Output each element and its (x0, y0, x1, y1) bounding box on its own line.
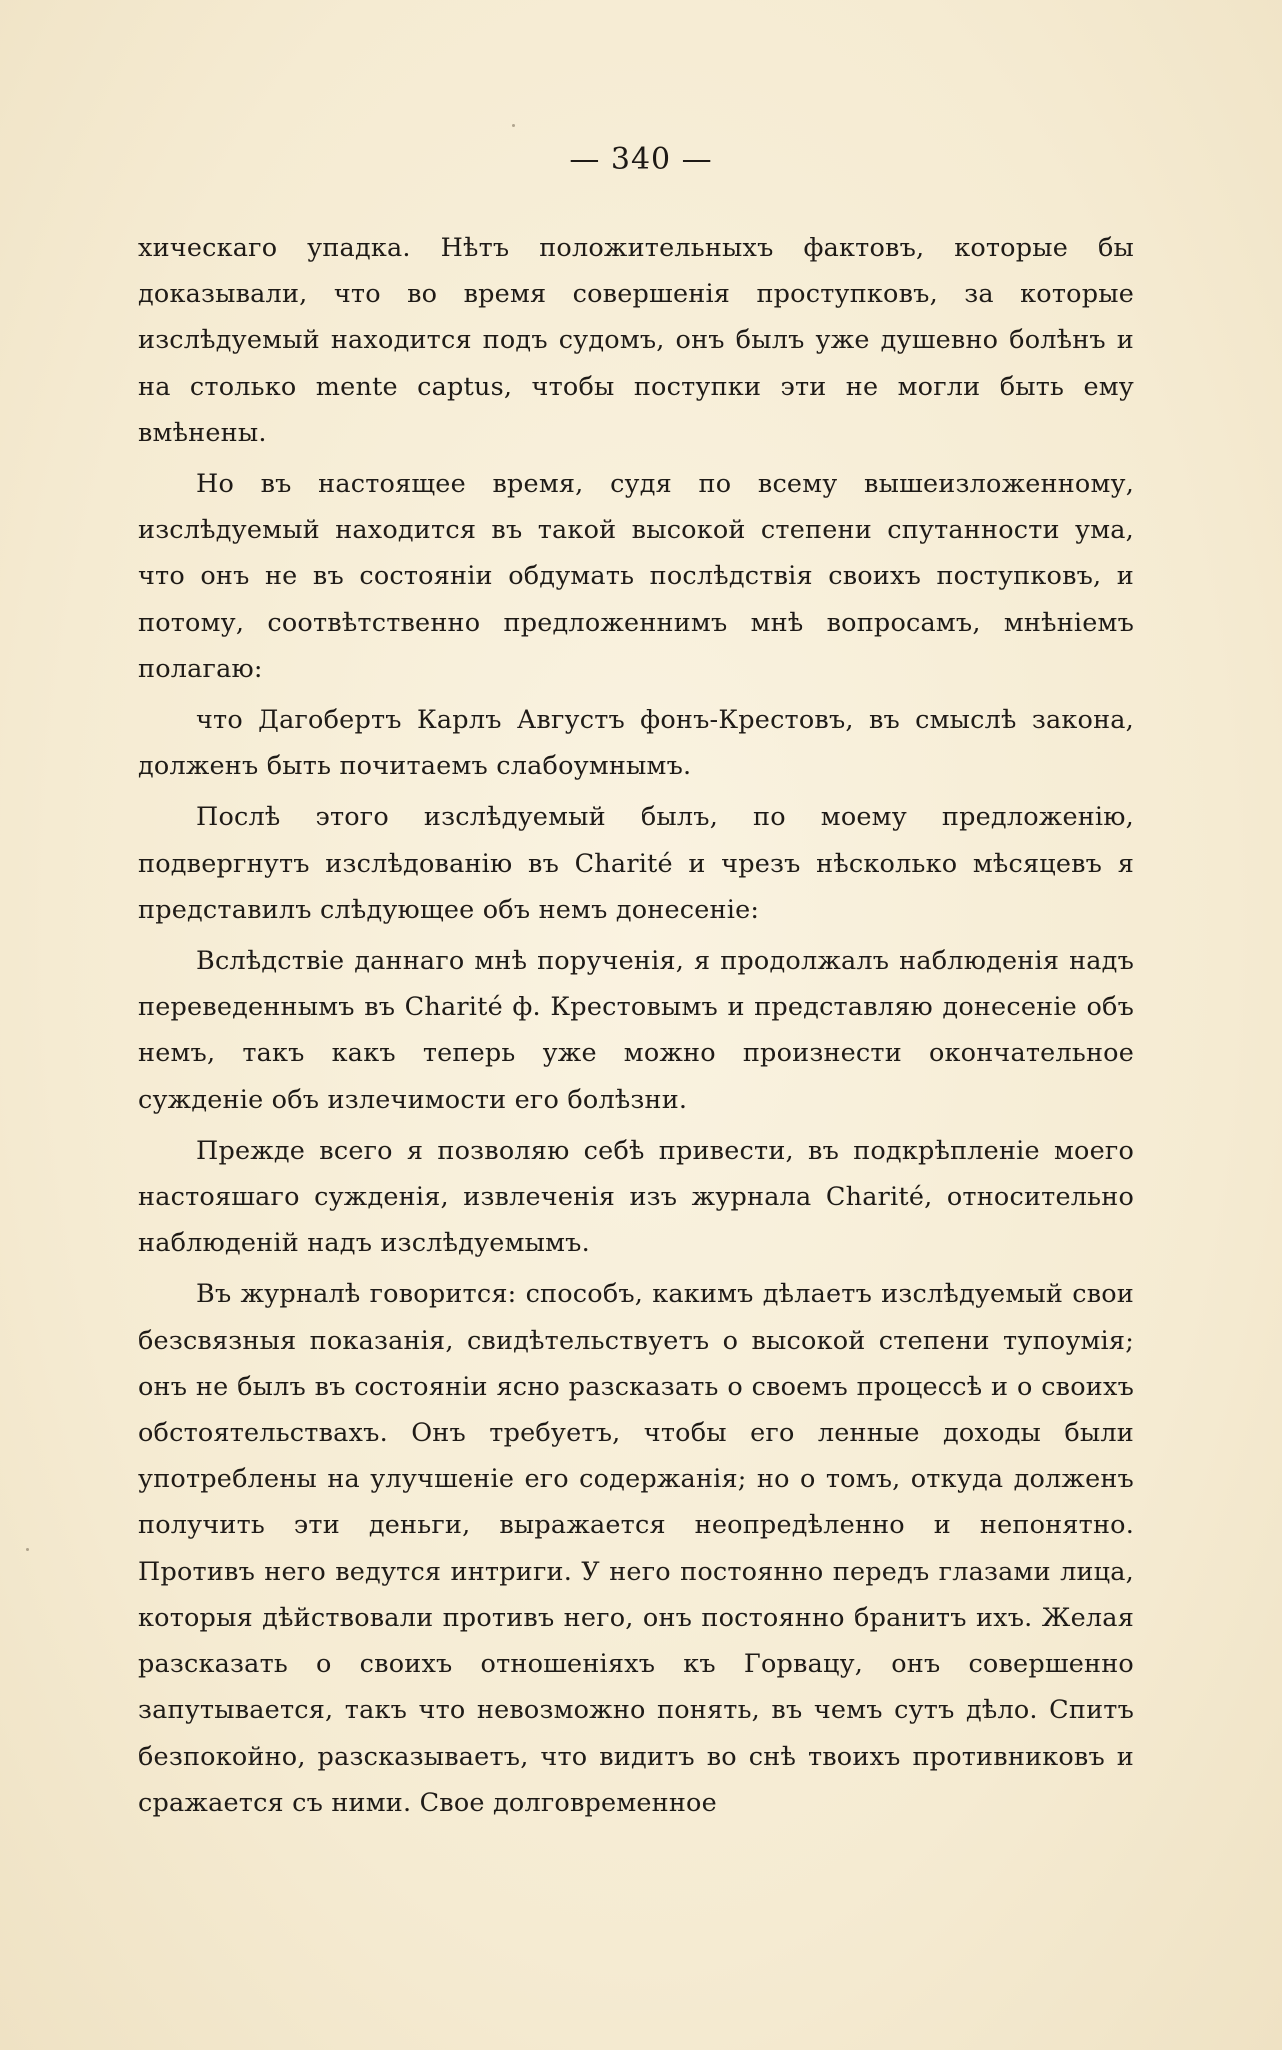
page-number: — 340 — (569, 142, 713, 177)
paper-speck (26, 1548, 29, 1551)
paragraph: Въ журналѣ говорится: способъ, какимъ дѣлаетъ изслѣдуемый свои безсвязныя показанія, свидѣтельствуетъ о высокой степени тупоумія; онъ не былъ въ состояніи ясно разсказать о своемъ процессѣ и о своихъ обстоятельствахъ. Онъ требуетъ, чтобы его ленные доходы были употреблены на улучшеніе его содержанія; но о томъ, откуда долженъ получить эти деньги, выражается неопредѣленно и непонятно. Противъ него ведутся интриги. У него постоянно передъ глазами лица, которыя дѣйствовали противъ него, онъ постоянно бранитъ ихъ. Желая разсказать о своихъ отношеніяхъ къ Горвацу, онъ совершенно запутывается, такъ что невозможно понять, въ чемъ сутъ дѣло. Спитъ безпокойно, разсказываетъ, что видитъ во снѣ твоихъ противниковъ и сражается съ ними. Свое долговременное (138, 1279, 1134, 1818)
body-text (138, 225, 1134, 1826)
paragraph: Прежде всего я позволяю себѣ привести, въ подкрѣпленіе моего настояшаго сужденія, извлеченія изъ журнала Charité, относительно наблюденій надъ изслѣдуемымъ. (138, 1135, 1134, 1259)
paper-speck (512, 124, 515, 127)
paragraph: что Дагобертъ Карлъ Августъ фонъ-Крестовъ, въ смыслѣ закона, долженъ быть почитаемъ слабоумнымъ. (138, 705, 1134, 782)
paragraph: хическаго упадка. Нѣтъ положительныхъ фактовъ, которые бы доказывали, что во время совершенія проступковъ, за которые изслѣдуемый находится подъ судомъ, онъ былъ уже душевно болѣнъ и на столько mente captus, чтобы поступки эти не могли быть ему вмѣнены. (138, 233, 1134, 448)
paragraph: Вслѣдствіе даннаго мнѣ порученія, я продолжалъ наблюденія надъ переведеннымъ въ Charité ф. Крестовымъ и представляю донесеніе объ немъ, такъ какъ теперь уже можно произнести окончательное сужденіе объ излечимости его болѣзни. (138, 946, 1134, 1115)
paragraph: Послѣ этого изслѣдуемый былъ, по моему предложенію, подвергнутъ изслѣдованію въ Charité и чрезъ нѣсколько мѣсяцевъ я представилъ слѣдующее объ немъ донесеніе: (138, 802, 1134, 925)
paragraph: Но въ настоящее время, судя по всему вышеизложенному, изслѣдуемый находится въ такой высокой степени спутанности ума, что онъ не въ состояніи обдумать послѣдствія своихъ поступковъ, и потому, соотвѣтственно предложеннимъ мнѣ вопросамъ, мнѣніемъ полагаю: (138, 469, 1134, 684)
